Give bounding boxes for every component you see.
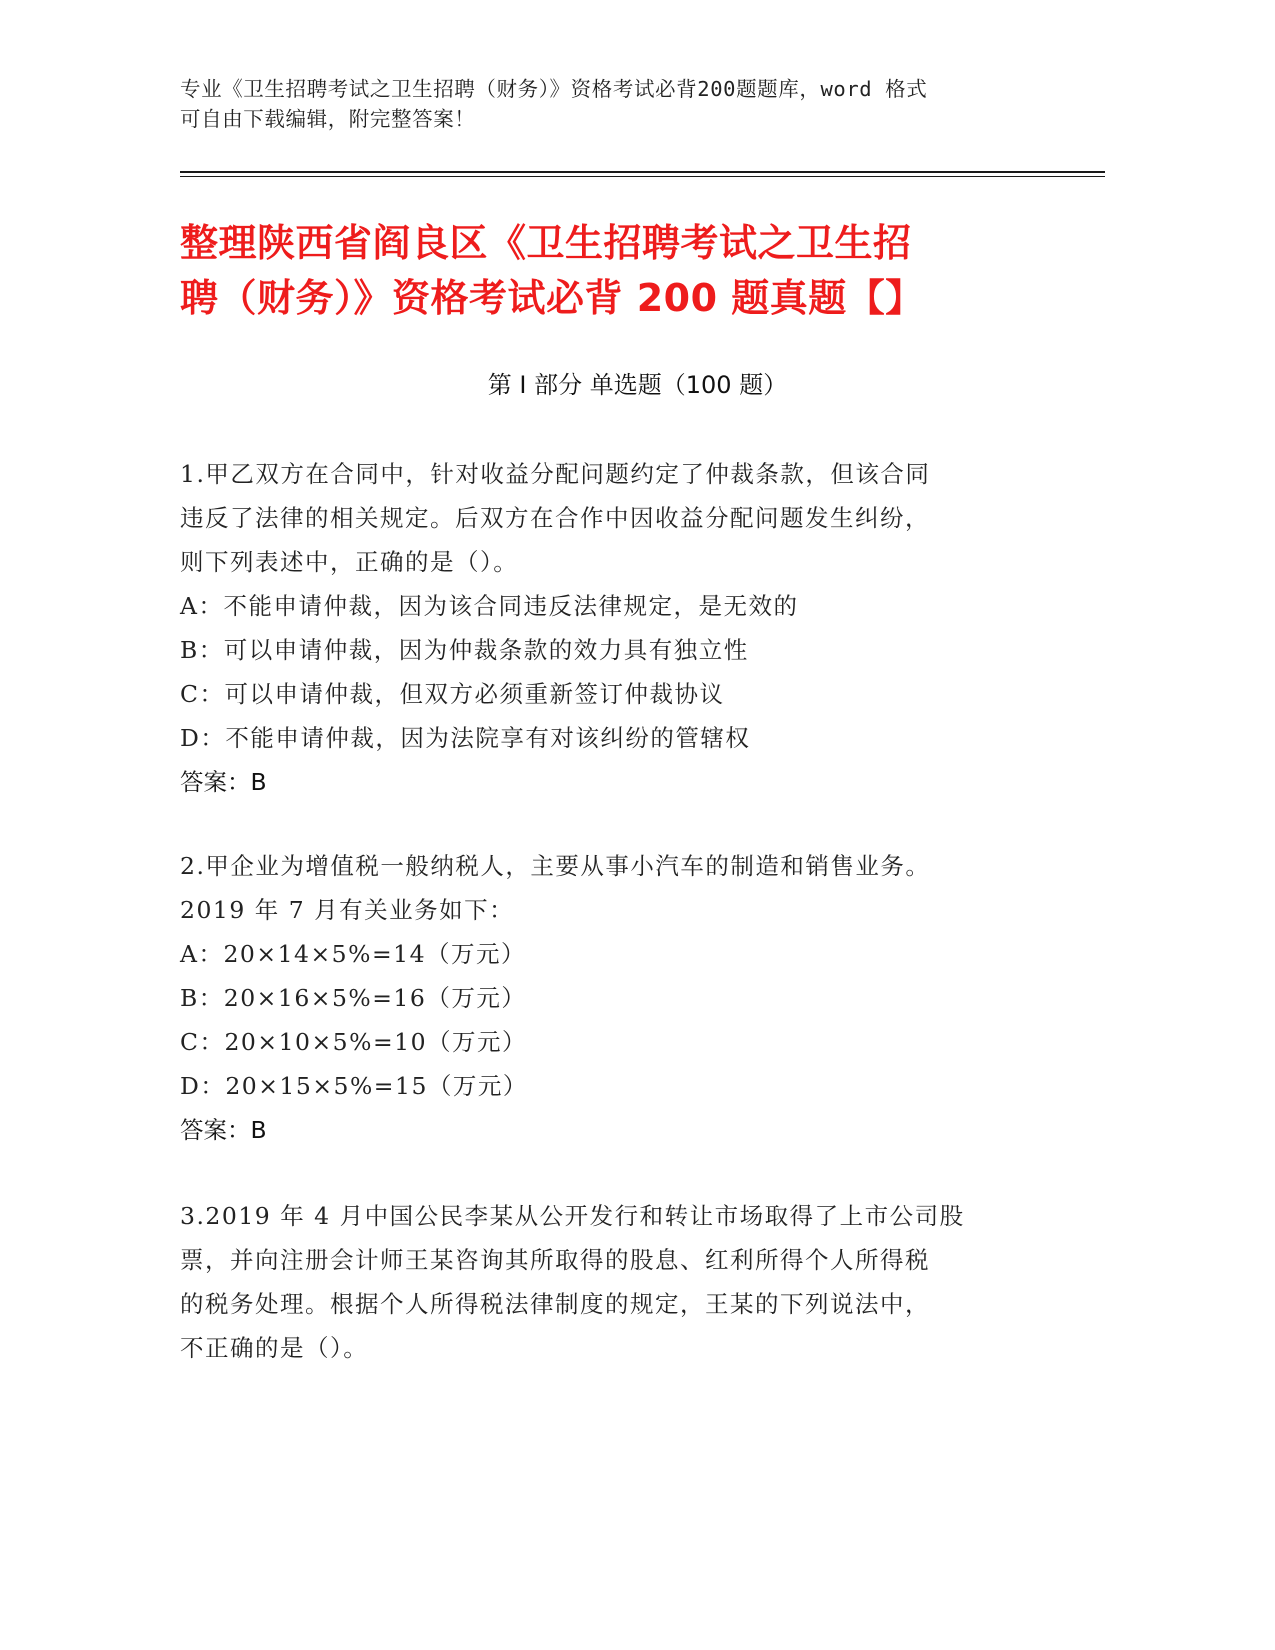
option-b: B：可以申请仲裁，因为仲裁条款的效力具有独立性 (180, 636, 749, 664)
option-a: A：不能申请仲裁，因为该合同违反法律规定，是无效的 (180, 592, 799, 620)
question-stem-line: 的税务处理。根据个人所得税法律制度的规定，王某的下列说法中， (180, 1290, 930, 1318)
question-stem-line: 2019 年 7 月有关业务如下： (180, 896, 515, 924)
header-note-line: 可自由下载编辑，附完整答案！ (180, 107, 476, 131)
question-stem-line: 违反了法律的相关规定。后双方在合作中因收益分配问题发生纠纷， (180, 504, 930, 532)
option-c: C：20×10×5%=10（万元） (180, 1028, 528, 1056)
option-d: D：不能申请仲裁，因为法院享有对该纠纷的管辖权 (180, 724, 751, 752)
header-note-line: 专业《卫生招聘考试之卫生招聘（财务）》资格考试必背200题题库，word 格式 (180, 77, 928, 101)
answer-line: 答案：B (180, 768, 267, 796)
question-3 (180, 1194, 1030, 1370)
document-title-line: 整理陕西省阎良区《卫生招聘考试之卫生招 (180, 221, 912, 265)
option-c: C：可以申请仲裁，但双方必须重新签订仲裁协议 (180, 680, 725, 708)
document-title-line: 聘（财务）》资格考试必背 200 题真题【】 (180, 276, 924, 320)
option-b: B：20×16×5%=16（万元） (180, 984, 527, 1012)
question-1 (180, 452, 1030, 804)
option-a: A：20×14×5%=14（万元） (180, 940, 527, 968)
question-2 (180, 844, 1030, 1152)
section-heading: 第 I 部分 单选题（100 题） (487, 371, 788, 399)
question-stem-line: 2.甲企业为增值税一般纳税人，主要从事小汽车的制造和销售业务。 (180, 852, 931, 880)
question-stem-line: 3.2019 年 4 月中国公民李某从公开发行和转让市场取得了上市公司股 (180, 1202, 965, 1230)
header-divider-thin (180, 176, 1105, 177)
question-stem-line: 则下列表述中，正确的是（）。 (180, 548, 519, 576)
option-d: D：20×15×5%=15（万元） (180, 1072, 528, 1100)
header-note (180, 74, 1030, 134)
question-stem-line: 1.甲乙双方在合同中，针对收益分配问题约定了仲裁条款，但该合同 (180, 460, 931, 488)
header-divider-thick (180, 171, 1105, 173)
document-title (180, 216, 1100, 326)
question-stem-line: 不正确的是（）。 (180, 1334, 369, 1362)
answer-line: 答案：B (180, 1116, 267, 1144)
question-stem-line: 票，并向注册会计师王某咨询其所取得的股息、红利所得个人所得税 (180, 1246, 930, 1274)
